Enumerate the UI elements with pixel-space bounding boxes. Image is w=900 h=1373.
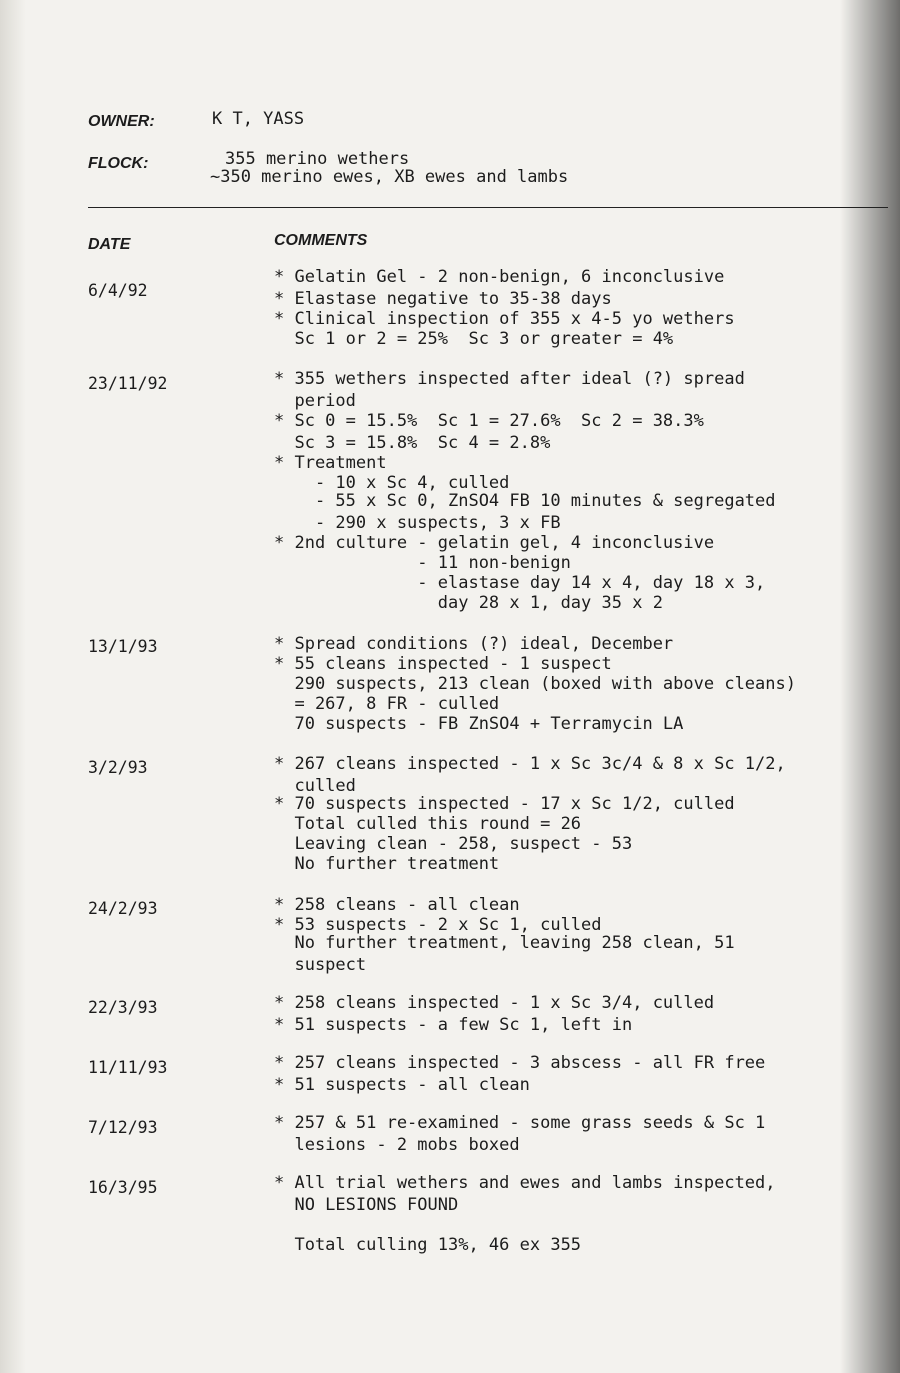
entry-line: * 257 cleans inspected - 3 abscess - all FR free (274, 1053, 766, 1073)
entry-line: * All trial wethers and ewes and lambs inspected, (274, 1173, 776, 1193)
header-divider (88, 207, 888, 208)
entry-line: period (274, 391, 356, 411)
entry-line: * 55 cleans inspected - 1 suspect (274, 654, 612, 674)
entry-line: * Clinical inspection of 355 x 4-5 yo wethers (274, 309, 735, 329)
entry-line: No further treatment (274, 854, 500, 874)
entry-line: * 53 suspects - 2 x Sc 1, culled (274, 915, 602, 935)
entry-date: 22/3/93 (88, 998, 158, 1017)
page-binding-shadow (840, 0, 900, 1373)
entry-line: * 258 cleans inspected - 1 x Sc 3/4, culled (274, 993, 715, 1013)
entry-date: 3/2/93 (88, 758, 148, 777)
page-left-edge (0, 0, 26, 1373)
entry-line: Sc 3 = 15.8% Sc 4 = 2.8% (274, 433, 551, 453)
entry-line: No further treatment, leaving 258 clean, 51 (274, 933, 735, 953)
flock-line-2: ~350 merino ewes, XB ewes and lambs (210, 167, 569, 187)
entry-line: = 267, 8 FR - culled (274, 694, 500, 714)
entry-date: 6/4/92 (88, 281, 148, 300)
entry-line: day 28 x 1, day 35 x 2 (274, 593, 663, 613)
flock-label: FLOCK: (88, 155, 149, 172)
entry-line: * 70 suspects inspected - 17 x Sc 1/2, culled (274, 794, 735, 814)
entry-line: * 51 suspects - a few Sc 1, left in (274, 1015, 633, 1035)
entry-date: 13/1/93 (88, 637, 158, 656)
entry-line: * 355 wethers inspected after ideal (?) spread (274, 369, 745, 389)
entry-line: Leaving clean - 258, suspect - 53 (274, 834, 633, 854)
entry-date: 24/2/93 (88, 899, 158, 918)
entry-line: 290 suspects, 213 clean (boxed with above cleans) (274, 674, 796, 694)
entry-date: 7/12/93 (88, 1118, 158, 1137)
entry-line: - 10 x Sc 4, culled (274, 473, 510, 493)
entry-line: - elastase day 14 x 4, day 18 x 3, (274, 573, 766, 593)
entry-line: * 258 cleans - all clean (274, 895, 520, 915)
entry-line: * 51 suspects - all clean (274, 1075, 530, 1095)
entry-line: * 2nd culture - gelatin gel, 4 inconclusive (274, 533, 715, 553)
entry-line: Total culling 13%, 46 ex 355 (274, 1235, 582, 1255)
entry-line: 70 suspects - FB ZnSO4 + Terramycin LA (274, 714, 684, 734)
date-column-header: DATE (88, 236, 131, 253)
entry-line: * Spread conditions (?) ideal, December (274, 634, 674, 654)
entry-line: * Gelatin Gel - 2 non-benign, 6 inconclusive (274, 267, 725, 287)
entry-line: culled (274, 776, 356, 796)
entry-line: - 290 x suspects, 3 x FB (274, 513, 561, 533)
entry-line: * Treatment (274, 453, 387, 473)
owner-label: OWNER: (88, 113, 155, 130)
entry-line: - 55 x Sc 0, ZnSO4 FB 10 minutes & segregated (274, 491, 776, 511)
entry-line: Sc 1 or 2 = 25% Sc 3 or greater = 4% (274, 329, 674, 349)
entry-line: lesions - 2 mobs boxed (274, 1135, 520, 1155)
entry-date: 23/11/92 (88, 374, 168, 393)
entry-line: NO LESIONS FOUND (274, 1195, 459, 1215)
entry-date: 11/11/93 (88, 1058, 168, 1077)
entry-line: * Sc 0 = 15.5% Sc 1 = 27.6% Sc 2 = 38.3% (274, 411, 704, 431)
entry-line: suspect (274, 955, 367, 975)
comments-column-header: COMMENTS (274, 232, 368, 249)
entry-line: Total culled this round = 26 (274, 814, 582, 834)
flock-line-1: 355 merino wethers (225, 149, 410, 169)
entry-line: * 257 & 51 re-examined - some grass seeds & Sc 1 (274, 1113, 766, 1133)
entry-line: * Elastase negative to 35-38 days (274, 289, 612, 309)
entry-line: * 267 cleans inspected - 1 x Sc 3c/4 & 8 x Sc 1/2, (274, 754, 786, 774)
owner-value: K T, YASS (212, 109, 305, 129)
entry-line: - 11 non-benign (274, 553, 571, 573)
entry-date: 16/3/95 (88, 1178, 158, 1197)
